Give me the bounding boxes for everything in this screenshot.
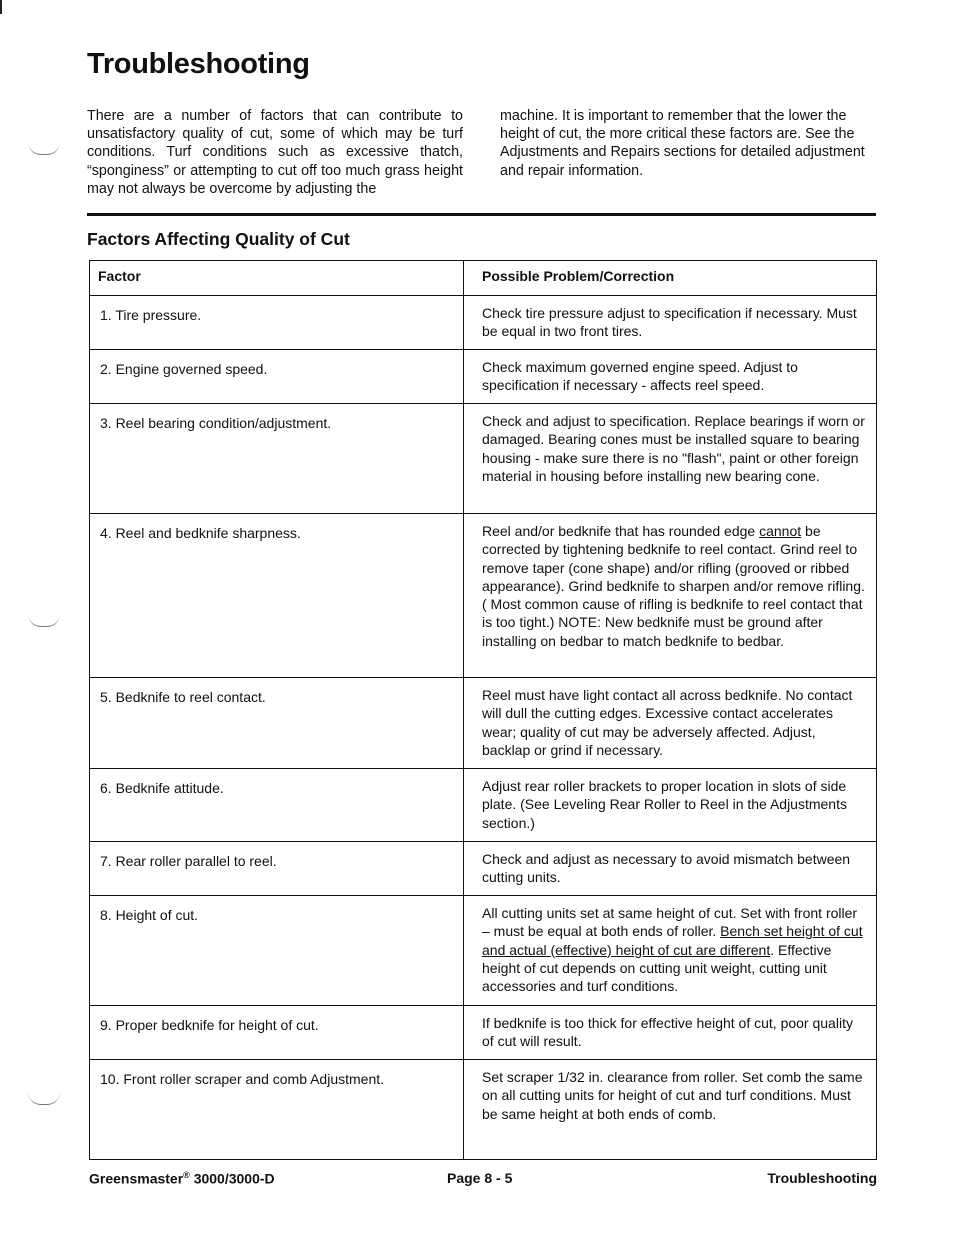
table-row — [90, 350, 877, 404]
correction-text: . Effective height of cut depends on cutting unit weight, cutting unit accessories and turf conditions. — [482, 941, 832, 995]
scan-edge-mark — [0, 0, 2, 14]
factor-cell: 2. Engine governed speed. — [90, 350, 464, 404]
footer-page-number: Page 8 - 5 — [447, 1170, 513, 1186]
factor-cell: 10. Front roller scraper and comb Adjustment. — [90, 1060, 464, 1160]
table-header-row — [90, 261, 877, 296]
factor-cell: 1. Tire pressure. — [90, 296, 464, 350]
footer-model: 3000/3000-D — [189, 1170, 275, 1187]
factor-cell: 7. Rear roller parallel to reel. — [90, 842, 464, 896]
table-row — [90, 404, 877, 514]
correction-cell: Check tire pressure adjust to specification if necessary. Must be equal in two front tires. — [464, 296, 877, 350]
factor-cell: 8. Height of cut. — [90, 896, 464, 1006]
footer-product-name: Greensmaster — [89, 1170, 184, 1187]
registered-mark: ® — [183, 1170, 190, 1180]
table-row — [90, 1060, 877, 1160]
correction-cell: Reel must have light contact all across bedknife. No contact will dull the cutting edges. Excessive contact accelerates wear; quality of cut may be adversely affected. Adjust, backlap or grind if necessary. — [464, 678, 877, 769]
correction-cell: Check maximum governed engine speed. Adjust to specification if necessary - affects reel speed. — [464, 350, 877, 404]
table-row — [90, 896, 877, 1006]
footer-product — [89, 1170, 275, 1187]
page-title: Troubleshooting — [87, 48, 310, 80]
correction-text: Reel and/or bedknife that has rounded edge — [482, 523, 760, 539]
table-row — [90, 678, 877, 769]
table-row — [90, 1006, 877, 1060]
column-header-correction: Possible Problem/Correction — [464, 261, 877, 296]
correction-text: be corrected by tightening bedknife to reel contact. Grind reel to remove taper (cone shape) and/or rifling (grooved or ribbed appearance). Grind bedknife to sharpen and/or remove rifling. ( Most common cause of rifling is bedknife to reel contact that is too tight.) NOTE: New bedknife must be ground after installing on bedbar to match bedknife to bedbar. — [482, 523, 865, 649]
table-row — [90, 296, 877, 350]
factor-cell: 3. Reel bearing condition/adjustment. — [90, 404, 464, 514]
table-row — [90, 514, 877, 678]
table-row — [90, 769, 877, 842]
correction-cell: Set scraper 1/32 in. clearance from roller. Set comb the same on all cutting units for height of cut and turf conditions. Must be same height at both ends of comb. — [464, 1060, 877, 1160]
correction-cell — [464, 514, 877, 678]
table-row — [90, 842, 877, 896]
correction-text: All cutting units set at same height of cut. Set with front roller – must be equal at both ends of roller. — [482, 905, 858, 940]
punch-hole-mark — [28, 614, 60, 627]
factor-cell: 5. Bedknife to reel contact. — [90, 678, 464, 769]
factor-cell: 9. Proper bedknife for height of cut. — [90, 1006, 464, 1060]
punch-hole-mark — [28, 1092, 60, 1105]
factor-cell: 4. Reel and bedknife sharpness. — [90, 514, 464, 678]
factor-cell: 6. Bedknife attitude. — [90, 769, 464, 842]
section-divider — [87, 213, 876, 216]
punch-hole-mark — [28, 142, 60, 155]
correction-cell: If bedknife is too thick for effective height of cut, poor quality of cut will result. — [464, 1006, 877, 1060]
underlined-emphasis: Bench set height of cut and actual (effective) height of cut are different — [482, 923, 863, 958]
correction-cell: Check and adjust as necessary to avoid mismatch between cutting units. — [464, 842, 877, 896]
intro-paragraph-left: There are a number of factors that can contribute to unsatisfactory quality of cut, some of which may be turf conditions. Turf conditions such as excessive thatch, “sponginess” or attempting to cut off too much grass height may not always be overcome by adjusting the — [87, 108, 463, 197]
correction-cell: Adjust rear roller brackets to proper location in slots of side plate. (See Leveling Rear Roller to Reel in the Adjustments section.) — [464, 769, 877, 842]
footer-section: Troubleshooting — [767, 1170, 877, 1186]
intro-paragraph-right: machine. It is important to remember that the lower the height of cut, the more critical these factors are. See the Adjustments and Repairs sections for detailed adjustment and repair information. — [500, 108, 865, 179]
correction-cell: Check and adjust to specification. Replace bearings if worn or damaged. Bearing cones must be installed square to bearing housing - make sure there is no "flash", paint or other foreign material in housing before installing new bearing cone. — [464, 404, 877, 514]
correction-cell — [464, 896, 877, 1006]
underlined-emphasis: cannot — [759, 523, 802, 539]
factors-table — [89, 260, 877, 1160]
column-header-factor: Factor — [90, 261, 464, 296]
section-title: Factors Affecting Quality of Cut — [87, 229, 350, 249]
